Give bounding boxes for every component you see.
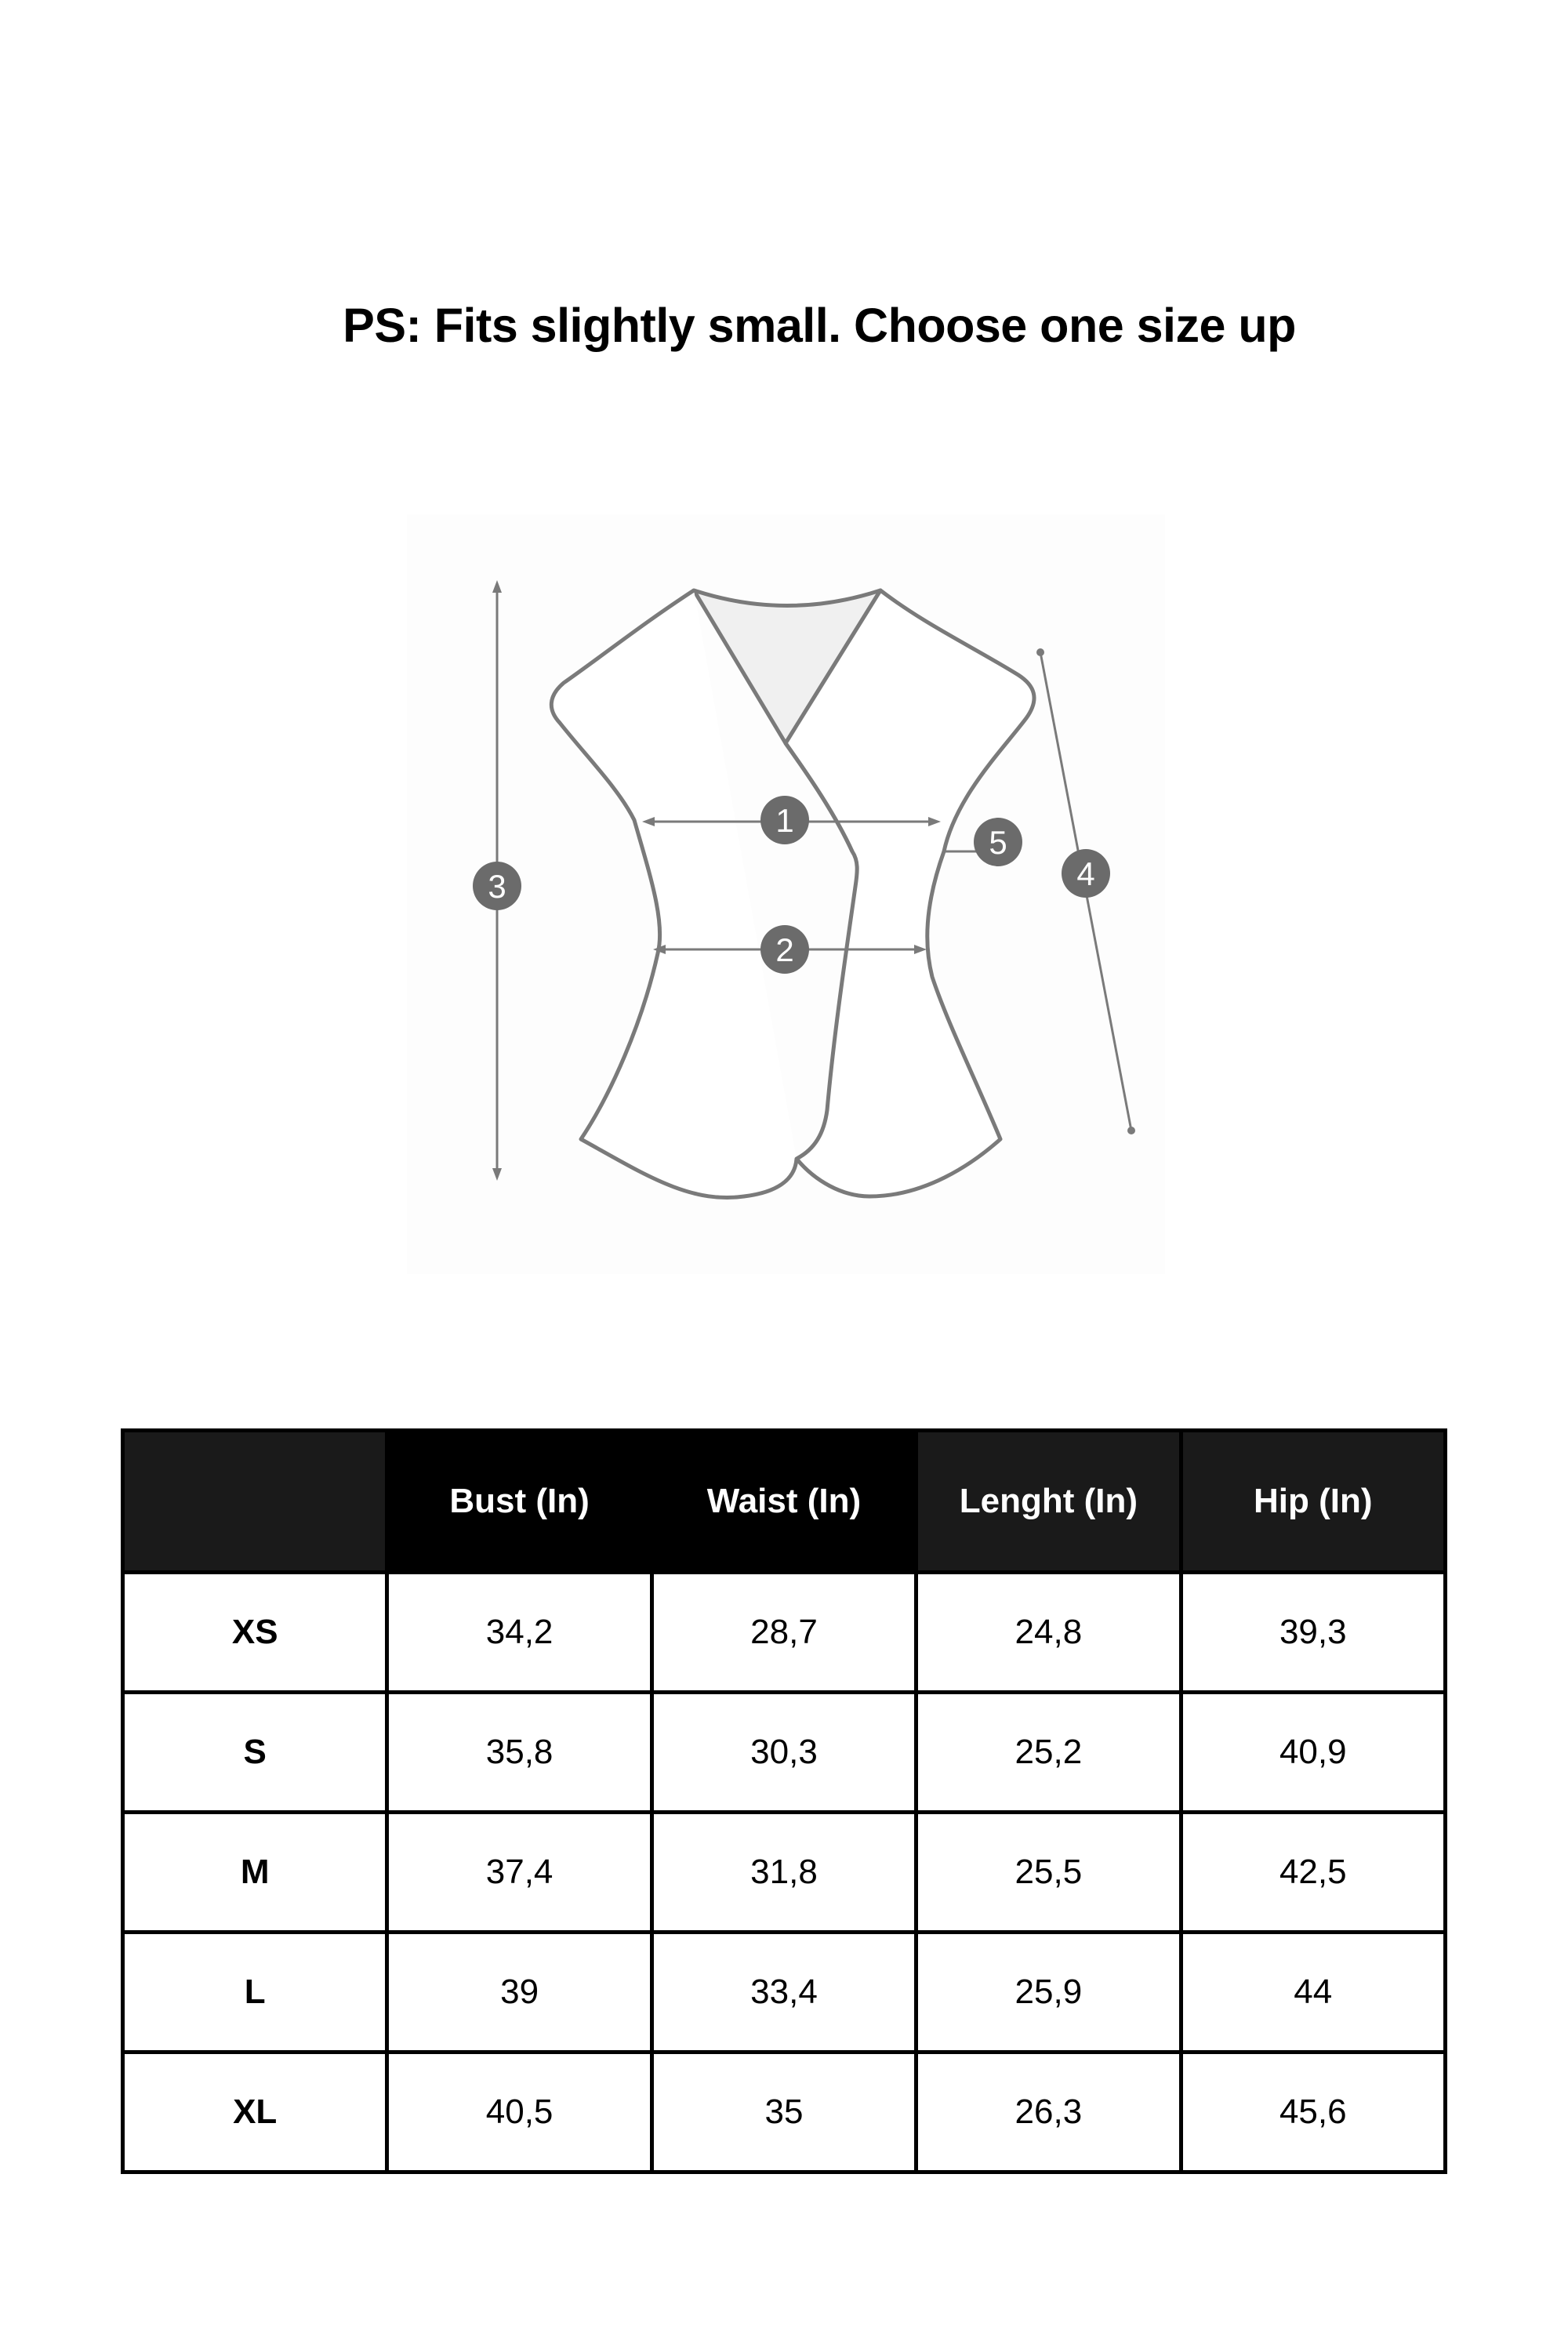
size-label: XS <box>123 1573 387 1693</box>
svg-text:5: 5 <box>989 824 1007 861</box>
header-waist: Waist (In) <box>652 1431 916 1573</box>
size-label: S <box>123 1693 387 1813</box>
length-arrow-top <box>492 580 502 593</box>
waist-value: 35 <box>652 2053 916 2172</box>
svg-text:1: 1 <box>775 802 794 839</box>
hip-value: 44 <box>1181 1933 1445 2053</box>
length-value: 25,5 <box>916 1813 1181 1933</box>
waist-value: 30,3 <box>652 1693 916 1813</box>
bust-value: 34,2 <box>387 1573 652 1693</box>
hip-value: 45,6 <box>1181 2053 1445 2172</box>
svg-text:4: 4 <box>1076 855 1095 892</box>
header-size-cell <box>123 1431 387 1573</box>
length-value: 25,2 <box>916 1693 1181 1813</box>
length-value: 25,9 <box>916 1933 1181 2053</box>
table-row <box>123 2053 1446 2172</box>
svg-text:2: 2 <box>775 931 794 968</box>
length-value: 26,3 <box>916 2053 1181 2172</box>
length-arrow-bottom <box>492 1168 502 1181</box>
table-header-row <box>123 1431 1446 1573</box>
header-length: Lenght (In) <box>916 1431 1181 1573</box>
header-bust: Bust (In) <box>387 1431 652 1573</box>
marker-1 <box>760 796 809 844</box>
waist-value: 31,8 <box>652 1813 916 1933</box>
length-value: 24,8 <box>916 1573 1181 1693</box>
measurement-diagram <box>407 514 1165 1274</box>
marker-3 <box>473 862 521 910</box>
svg-text:3: 3 <box>488 868 506 905</box>
size-label: XL <box>123 2053 387 2172</box>
bust-value: 39 <box>387 1933 652 2053</box>
side-length-endpoint-top <box>1036 648 1044 656</box>
bust-value: 40,5 <box>387 2053 652 2172</box>
garment-illustration <box>407 514 1165 1274</box>
size-label: L <box>123 1933 387 2053</box>
hip-value: 39,3 <box>1181 1573 1445 1693</box>
bust-value: 37,4 <box>387 1813 652 1933</box>
fit-note-headline: PS: Fits slightly small. Choose one size up <box>343 299 1296 352</box>
marker-4 <box>1062 849 1110 898</box>
header-hip: Hip (In) <box>1181 1431 1445 1573</box>
marker-2 <box>760 925 809 974</box>
table-row <box>123 1933 1446 2053</box>
table-row <box>123 1573 1446 1693</box>
table-row <box>123 1813 1446 1933</box>
hip-value: 40,9 <box>1181 1693 1445 1813</box>
size-chart-table <box>121 1428 1447 2174</box>
bust-value: 35,8 <box>387 1693 652 1813</box>
hip-value: 42,5 <box>1181 1813 1445 1933</box>
side-length-endpoint-bottom <box>1127 1127 1135 1134</box>
size-label: M <box>123 1813 387 1933</box>
waist-value: 33,4 <box>652 1933 916 2053</box>
table-row <box>123 1693 1446 1813</box>
waist-value: 28,7 <box>652 1573 916 1693</box>
marker-5 <box>974 818 1022 866</box>
